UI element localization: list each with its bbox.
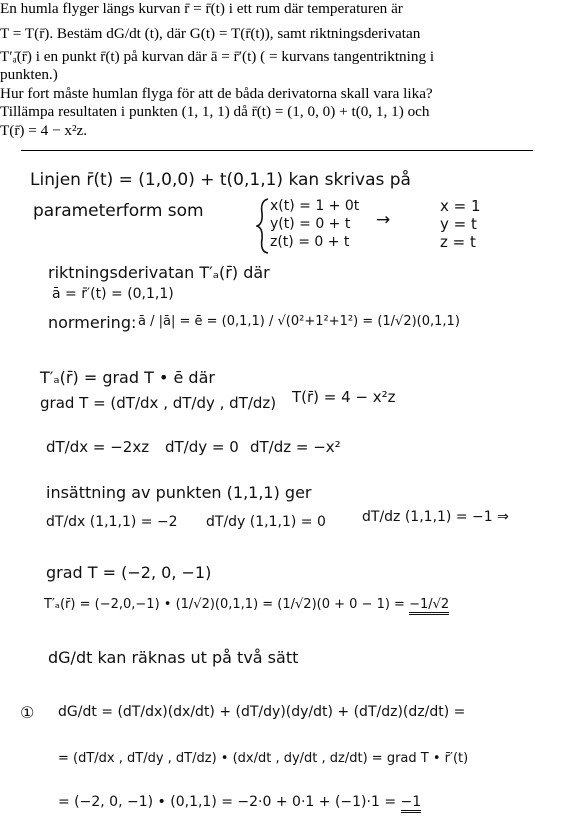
system-brace (256, 197, 270, 255)
grad-value: grad T = (−2, 0, −1) (46, 563, 212, 582)
system-y: y(t) = 0 + t (270, 216, 351, 232)
grad-definition: grad T = (dT/dx , dT/dy , dT/dz) (40, 394, 277, 412)
system-x: x(t) = 1 + 0t (270, 198, 360, 214)
dgdt-intro: dG/dt kan räknas ut på två sätt (48, 648, 299, 667)
problem-line-1: En humla flyger längs kurvan r̄ = r̄(t) i ett rum där temperaturen är (0, 0, 403, 17)
param-line-2: parameterform som (33, 201, 204, 221)
dd-value-result: −1/√2 (409, 597, 449, 615)
chain-rule: dG/dt = (dT/dx)(dx/dt) + (dT/dy)(dy/dt) + (dT/dz)(dz/dt) = (58, 704, 466, 720)
value-y: dT/dy (1,1,1) = 0 (206, 514, 326, 530)
system-z: z(t) = 0 + t (270, 234, 350, 250)
chain-value (58, 795, 421, 809)
problem-line-3: T′ₐ̄(r̄) i en punkt r̄(t) på kurvan där ā = r̄′(t) ( = kurvans tangentriktning i (0, 47, 435, 65)
problem-line-2: T = T(r̄). Bestäm dG/dt (t), där G(t) = T(r̄(t)), samt riktningsderivatan (0, 24, 421, 42)
problem-line-7: T(r̄) = 4 − x²z. (0, 121, 88, 139)
dd-formula: T′ₐ(r̄) = grad T • ē där (40, 368, 215, 387)
arrow-right-icon: → (376, 210, 391, 230)
param-line-1: Linjen r̄(t) = (1,0,0) + t(0,1,1) kan skrivas på (30, 170, 411, 190)
problem-line-6: Tillämpa resultaten i punkten (1, 1, 1) då r̄(t) = (1, 0, 0) + t(0, 1, 1) och (0, 103, 430, 121)
problem-statement (0, 0, 565, 141)
partial-y: dT/dy = 0 (165, 438, 239, 456)
a-definition: ā = r̄′(t) = (0,1,1) (52, 286, 174, 302)
problem-line-5: Hur fort måste humlan flyga för att de båda derivatorna skall vara lika? (0, 84, 433, 102)
value-x: dT/dx (1,1,1) = −2 (46, 514, 178, 530)
partial-x: dT/dx = −2xz (46, 438, 150, 456)
T-definition: T(r̄) = 4 − x²z (292, 388, 396, 406)
partial-z: dT/dz = −x² (250, 438, 341, 456)
chain-value-result: −1 (401, 794, 422, 813)
method-1-marker: ① (20, 703, 35, 722)
separator-rule (21, 150, 533, 151)
result-x: x = 1 (440, 197, 481, 215)
result-z: z = t (440, 233, 476, 251)
dd-value-expression: T′ₐ(r̄) = (−2,0,−1) • (1/√2)(0,1,1) = (1/√2)(0 + 0 − 1) = (44, 597, 405, 612)
insertion-text: insättning av punkten (1,1,1) ger (46, 483, 312, 502)
result-y: y = t (440, 215, 477, 233)
normering-label: normering: (48, 313, 137, 332)
value-z: dT/dz (1,1,1) = −1 ⇒ (362, 509, 509, 525)
normering-formula: ā / |ā| = ē = (0,1,1) / √(0²+1²+1²) = (1/√2)(0,1,1) (138, 314, 460, 329)
dd-value (44, 598, 449, 611)
chain-value-expression: = (−2, 0, −1) • (0,1,1) = −2·0 + 0·1 + (−1)·1 = (58, 794, 397, 810)
problem-line-4: punkten.) (0, 66, 58, 84)
chain-dot-product: = (dT/dx , dT/dy , dT/dz) • (dx/dt , dy/dt , dz/dt) = grad T • r̄′(t) (58, 751, 469, 766)
direction-heading: riktningsderivatan T′ₐ(r̄) där (48, 263, 270, 282)
